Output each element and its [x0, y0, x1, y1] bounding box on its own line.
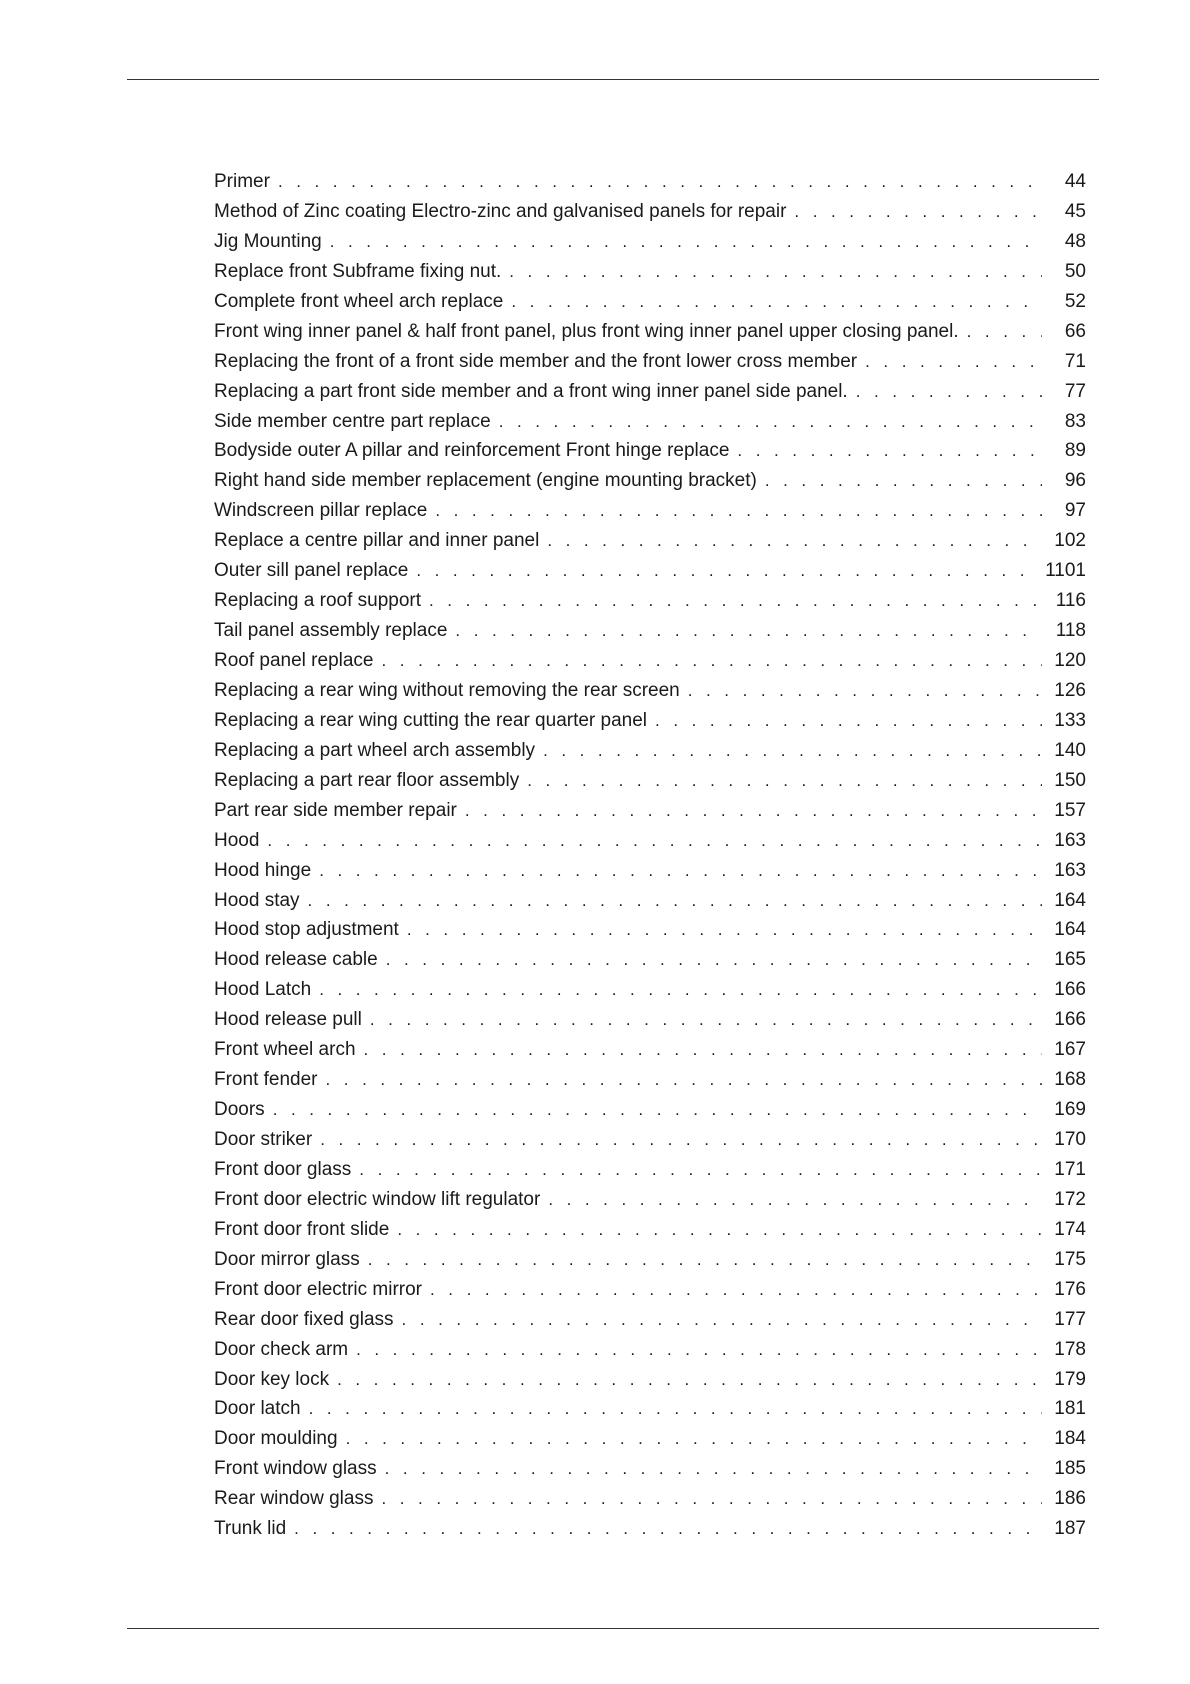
toc-entry-title: Front fender [214, 1069, 318, 1091]
toc-dot-leader [330, 227, 1042, 257]
toc-dot-leader [370, 1005, 1042, 1035]
toc-entry[interactable] [214, 1335, 1086, 1365]
toc-entry[interactable] [214, 826, 1086, 856]
toc-dot-leader [511, 287, 1042, 317]
toc-entry[interactable] [214, 886, 1086, 916]
toc-dot-leader [346, 1424, 1042, 1454]
toc-entry[interactable] [214, 616, 1086, 646]
toc-entry[interactable] [214, 377, 1086, 407]
toc-entry[interactable] [214, 856, 1086, 886]
toc-dot-leader [381, 1484, 1042, 1514]
toc-dot-leader [407, 915, 1042, 945]
toc-dot-leader [278, 167, 1042, 197]
toc-entry-title: Rear door fixed glass [214, 1308, 394, 1330]
toc-entry[interactable] [214, 1424, 1086, 1454]
toc-entry[interactable] [214, 945, 1086, 975]
toc-entry[interactable] [214, 796, 1086, 826]
toc-entry-page-number: 176 [1054, 1278, 1086, 1300]
toc-entry-page-number: 97 [1064, 500, 1086, 522]
toc-entry-page-number: 172 [1054, 1188, 1086, 1210]
toc-dot-leader [865, 347, 1042, 377]
toc-entry-page-number: 118 [1055, 620, 1086, 642]
toc-entry-page-number: 66 [1064, 320, 1086, 342]
toc-entry[interactable] [214, 227, 1086, 257]
toc-entry-page-number: 102 [1054, 530, 1086, 552]
toc-entry[interactable] [214, 526, 1086, 556]
toc-entry-title: Door latch [214, 1398, 301, 1420]
toc-entry-page-number: 96 [1064, 470, 1086, 492]
toc-entry[interactable] [214, 975, 1086, 1005]
toc-entry-title: Replace front Subframe fixing nut. [214, 260, 502, 282]
toc-entry[interactable] [214, 436, 1086, 466]
toc-entry[interactable] [214, 197, 1086, 227]
toc-entry-title: Front door front slide [214, 1218, 390, 1240]
toc-dot-leader [326, 1065, 1043, 1095]
toc-dot-leader [655, 706, 1042, 736]
toc-entry[interactable] [214, 676, 1086, 706]
toc-entry-page-number: 44 [1064, 171, 1086, 192]
toc-entry-title: Replacing a rear wing without removing the rear screen [214, 679, 680, 701]
toc-dot-leader [320, 1125, 1042, 1155]
toc-entry-title: Replacing the front of a front side member and the front lower cross member [214, 350, 858, 372]
toc-entry[interactable] [214, 1005, 1086, 1035]
toc-entry[interactable] [214, 1275, 1086, 1305]
toc-entry-title: Front door electric window lift regulator [214, 1188, 541, 1210]
toc-entry[interactable] [214, 766, 1086, 796]
toc-entry-title: Side member centre part replace [214, 410, 491, 432]
toc-entry-title: Hood [214, 829, 260, 851]
toc-entry-page-number: 184 [1054, 1428, 1086, 1450]
toc-dot-leader [509, 257, 1042, 287]
toc-entry-page-number: 116 [1055, 590, 1086, 612]
toc-entry[interactable] [214, 167, 1086, 197]
toc-entry-title: Part rear side member repair [214, 799, 457, 821]
toc-entry-title: Front door electric mirror [214, 1278, 422, 1300]
toc-dot-leader [267, 826, 1042, 856]
toc-entry[interactable] [214, 1035, 1086, 1065]
toc-entry-page-number: 168 [1054, 1069, 1086, 1091]
toc-dot-leader [397, 1215, 1042, 1245]
toc-entry-page-number: 140 [1054, 739, 1086, 761]
toc-dot-leader [465, 796, 1042, 826]
toc-entry[interactable] [214, 257, 1086, 287]
toc-entry-title: Front door glass [214, 1158, 352, 1180]
toc-dot-leader [337, 1365, 1042, 1395]
toc-entry-page-number: 171 [1054, 1158, 1086, 1180]
toc-entry-title: Right hand side member replacement (engine mounting bracket) [214, 470, 757, 492]
toc-entry-title: Front window glass [214, 1458, 377, 1480]
toc-entry-title: Replacing a roof support [214, 590, 422, 612]
header-rule [127, 79, 1099, 80]
toc-entry-title: Windscreen pillar replace [214, 500, 428, 522]
toc-entry[interactable] [214, 1394, 1086, 1424]
toc-entry-page-number: 52 [1064, 290, 1086, 312]
toc-dot-leader [737, 436, 1042, 466]
toc-dot-leader [794, 197, 1042, 227]
toc-dot-leader [382, 646, 1043, 676]
toc-entry-title: Bodyside outer A pillar and reinforcement Front hinge replace [214, 440, 730, 462]
toc-dot-leader [273, 1095, 1042, 1125]
toc-entry[interactable] [214, 466, 1086, 496]
toc-entry-title: Complete front wheel arch replace [214, 290, 504, 312]
toc-entry-page-number: 120 [1054, 650, 1086, 671]
toc-entry[interactable] [214, 706, 1086, 736]
toc-entry-page-number: 175 [1054, 1248, 1086, 1270]
toc-entry-page-number: 185 [1054, 1458, 1086, 1480]
toc-dot-leader [430, 1275, 1042, 1305]
toc-dot-leader [543, 736, 1042, 766]
toc-entry-title: Replacing a part rear floor assembly [214, 769, 520, 791]
toc-entry-page-number: 167 [1054, 1039, 1086, 1061]
toc-dot-leader [688, 676, 1042, 706]
toc-entry-title: Primer [214, 171, 270, 192]
toc-entry-title: Doors [214, 1099, 265, 1121]
toc-entry[interactable] [214, 496, 1086, 526]
toc-entry-title: Roof panel replace [214, 650, 374, 671]
toc-dot-leader [319, 856, 1042, 886]
toc-entry[interactable] [214, 1514, 1086, 1544]
toc-entry-title: Door check arm [214, 1338, 349, 1360]
toc-entry-page-number: 166 [1054, 979, 1086, 1001]
toc-entry[interactable] [214, 1454, 1086, 1484]
toc-entry[interactable] [214, 317, 1086, 347]
toc-entry-page-number: 164 [1054, 919, 1086, 941]
toc-dot-leader [359, 1155, 1042, 1185]
toc-entry-page-number: 48 [1064, 230, 1086, 252]
toc-dot-leader [499, 407, 1042, 437]
toc-dot-leader [765, 466, 1042, 496]
toc-entry[interactable] [214, 915, 1086, 945]
toc-entry-title: Jig Mounting [214, 230, 322, 252]
toc-entry-page-number: 179 [1054, 1368, 1086, 1390]
toc-dot-leader [416, 556, 1039, 586]
toc-entry-title: Tail panel assembly replace [214, 620, 448, 642]
toc-entry-page-number: 177 [1054, 1308, 1086, 1330]
toc-entry[interactable] [214, 586, 1086, 616]
toc-entry-title: Door key lock [214, 1368, 330, 1390]
toc-entry-page-number: 83 [1064, 410, 1086, 432]
toc-entry[interactable] [214, 646, 1086, 676]
toc-dot-leader [294, 1514, 1042, 1544]
toc-entry-page-number: 150 [1054, 769, 1086, 791]
toc-entry-title: Hood stop adjustment [214, 919, 399, 941]
toc-entry[interactable] [214, 287, 1086, 317]
toc-entry-title: Replacing a part front side member and a front wing inner panel side panel. [214, 380, 848, 402]
toc-dot-leader [435, 496, 1042, 526]
toc-dot-leader [368, 1245, 1042, 1275]
toc-entry-page-number: 164 [1054, 889, 1086, 911]
toc-entry-page-number: 187 [1054, 1518, 1086, 1540]
toc-dot-leader [402, 1305, 1042, 1335]
toc-dot-leader [548, 1185, 1042, 1215]
toc-entry[interactable] [214, 1185, 1086, 1215]
toc-entry-title: Outer sill panel replace [214, 560, 409, 582]
toc-entry-page-number: 126 [1054, 679, 1086, 701]
toc-entry-page-number: 71 [1064, 350, 1086, 372]
toc-entry[interactable] [214, 1484, 1086, 1514]
toc-entry-page-number: 178 [1054, 1338, 1086, 1360]
toc-entry-title: Hood stay [214, 889, 300, 911]
toc-dot-leader [429, 586, 1042, 616]
toc-entry[interactable] [214, 1305, 1086, 1335]
toc-entry-page-number: 89 [1064, 440, 1086, 462]
toc-entry-title: Replacing a part wheel arch assembly [214, 739, 536, 761]
toc-entry[interactable] [214, 407, 1086, 437]
toc-entry-title: Front wheel arch [214, 1039, 356, 1061]
table-of-contents [214, 167, 1086, 1544]
toc-entry-page-number: 174 [1054, 1218, 1086, 1240]
toc-entry-title: Front wing inner panel & half front panel, plus front wing inner panel upper closing panel. [214, 320, 959, 342]
toc-entry[interactable] [214, 1065, 1086, 1095]
toc-entry[interactable] [214, 1365, 1086, 1395]
toc-entry-title: Door mirror glass [214, 1248, 360, 1270]
toc-entry[interactable] [214, 736, 1086, 766]
toc-entry-page-number: 166 [1054, 1009, 1086, 1031]
toc-entry[interactable] [214, 1155, 1086, 1185]
toc-entry-page-number: 45 [1064, 200, 1086, 222]
toc-entry-title: Door striker [214, 1129, 313, 1150]
toc-dot-leader [356, 1335, 1042, 1365]
toc-entry-page-number: 181 [1054, 1398, 1086, 1420]
toc-entry[interactable] [214, 1245, 1086, 1275]
toc-entry-page-number: 1101 [1045, 560, 1086, 582]
toc-entry-page-number: 169 [1054, 1099, 1086, 1121]
toc-entry-page-number: 163 [1054, 859, 1086, 881]
toc-dot-leader [856, 377, 1042, 407]
toc-entry-page-number: 163 [1054, 829, 1086, 851]
toc-dot-leader [527, 766, 1042, 796]
footer-rule [127, 1628, 1099, 1629]
toc-entry-title: Hood release pull [214, 1009, 362, 1031]
toc-dot-leader [385, 1454, 1042, 1484]
toc-entry-title: Hood release cable [214, 949, 378, 971]
toc-entry[interactable] [214, 556, 1086, 586]
toc-entry-title: Door moulding [214, 1428, 338, 1450]
toc-entry-title: Replacing a rear wing cutting the rear quarter panel [214, 709, 648, 731]
toc-dot-leader [309, 1394, 1042, 1424]
toc-entry-title: Trunk lid [214, 1518, 287, 1540]
toc-entry-title: Hood Latch [214, 979, 312, 1001]
toc-entry[interactable] [214, 1215, 1086, 1245]
toc-dot-leader [308, 886, 1042, 916]
toc-entry-title: Rear window glass [214, 1488, 374, 1510]
toc-entry[interactable] [214, 1125, 1086, 1155]
toc-dot-leader [319, 975, 1042, 1005]
toc-dot-leader [547, 526, 1042, 556]
toc-entry-page-number: 77 [1064, 380, 1086, 402]
toc-entry-page-number: 165 [1054, 949, 1086, 971]
toc-entry[interactable] [214, 1095, 1086, 1125]
toc-entry-page-number: 186 [1054, 1488, 1086, 1510]
toc-entry-title: Method of Zinc coating Electro-zinc and galvanised panels for repair [214, 200, 787, 222]
toc-dot-leader [967, 317, 1042, 347]
toc-entry-page-number: 157 [1054, 799, 1086, 821]
toc-entry-page-number: 133 [1054, 709, 1086, 731]
toc-entry-title: Hood hinge [214, 859, 312, 881]
toc-entry-page-number: 170 [1054, 1129, 1086, 1150]
toc-dot-leader [364, 1035, 1042, 1065]
toc-entry-title: Replace a centre pillar and inner panel [214, 530, 540, 552]
toc-entry-page-number: 50 [1064, 260, 1086, 282]
toc-dot-leader [386, 945, 1042, 975]
toc-entry[interactable] [214, 347, 1086, 377]
toc-dot-leader [455, 616, 1042, 646]
